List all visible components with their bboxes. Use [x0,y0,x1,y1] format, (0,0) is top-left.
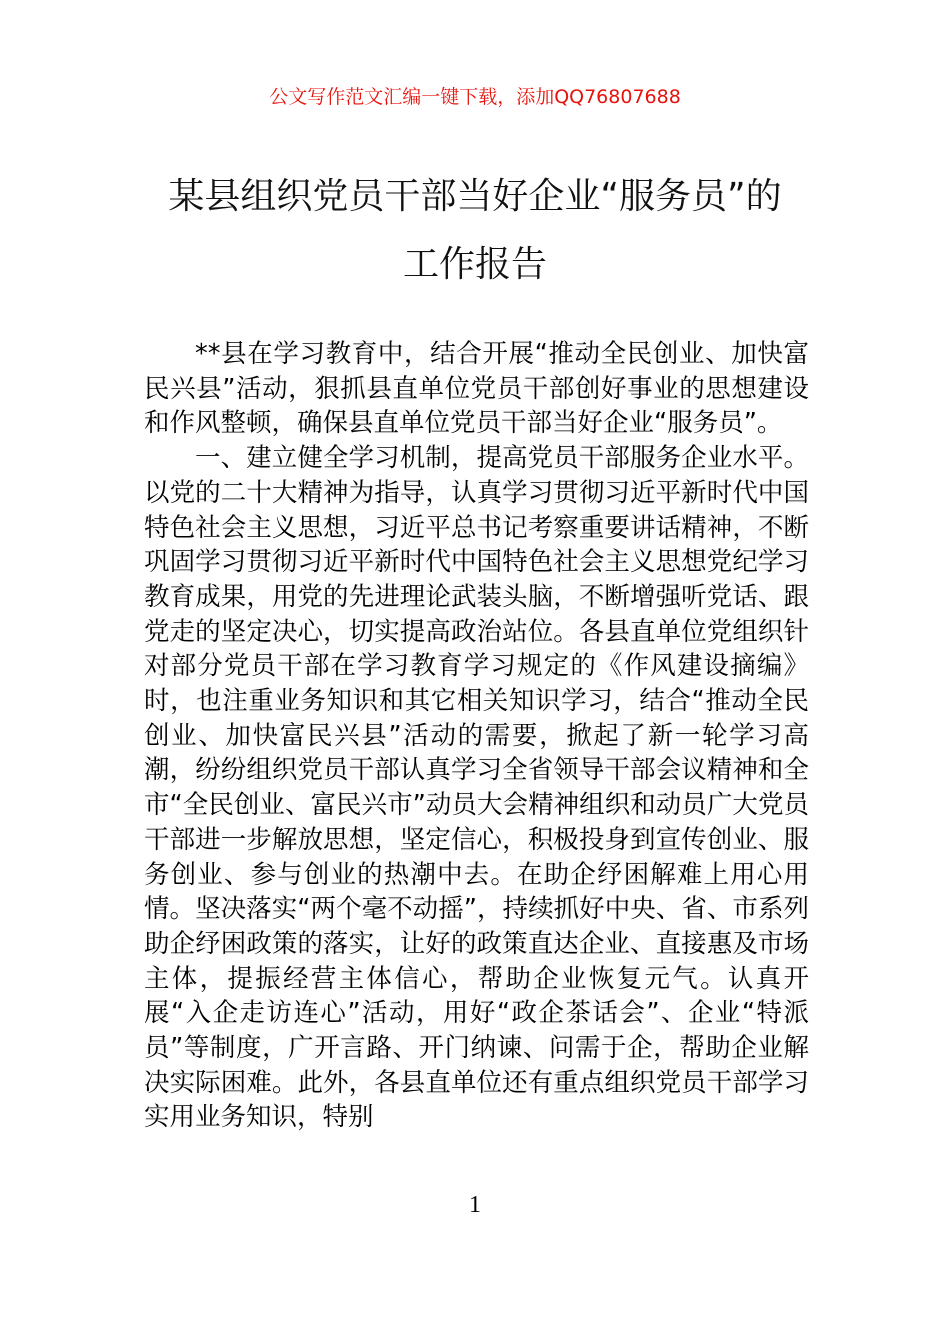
download-promo-note: 公文写作范文汇编一键下载，添加QQ76807688 [269,86,681,108]
document-title-line-2: 工作报告 [402,244,547,285]
document-body [144,337,809,1135]
section-one-paragraph: 一、建立健全学习机制，提高党员干部服务企业水平。以党的二十大精神为指导，认真学习贯彻习近平新时代中国特色社会主义思想，习近平总书记考察重要讲话精神，不断巩固学习贯彻习近平新时代中国特色社会主义思想党纪学习教育成果，用党的先进理论武装头脑，不断增强听党话、跟党走的坚定决心，切实提高政治站位。各县直单位党组织针对部分党员干部在学习教育学习规定的《作风建设摘编》时，也注重业务知识和其它相关知识学习，结合“推动全民创业、加快富民兴县”活动的需要，掀起了新一轮学习高潮，纷纷组织党员干部认真学习全省领导干部会议精神和全市“全民创业、富民兴市”动员大会精神组织和动员广大党员干部进一步解放思想，坚定信心，积极投身到宣传创业、服务创业、参与创业的热潮中去。在助企纾困解难上用心用情。坚决落实“两个毫不动摇”，持续抓好中央、省、市系列助企纾困政策的落实，让好的政策直达企业、直接惠及市场主体，提振经营主体信心，帮助企业恢复元气。认真开展“入企走访连心”活动，用好“政企茶话会”、企业“特派员”等制度，广开言路、开门纳谏、问需于企，帮助企业解决实际困难。此外，各县直单位还有重点组织党员干部学习实用业务知识，特别 [144,443,809,1133]
page-number: 1 [469,1192,481,1218]
document-title-line-1: 某县组织党员干部当好企业“服务员”的 [168,176,782,217]
intro-paragraph: **县在学习教育中，结合开展“推动全民创业、加快富民兴县”活动，狠抓县直单位党员干部创好事业的思想建设和作风整顿，确保县直单位党员干部当好企业“服务员”。 [144,339,809,439]
